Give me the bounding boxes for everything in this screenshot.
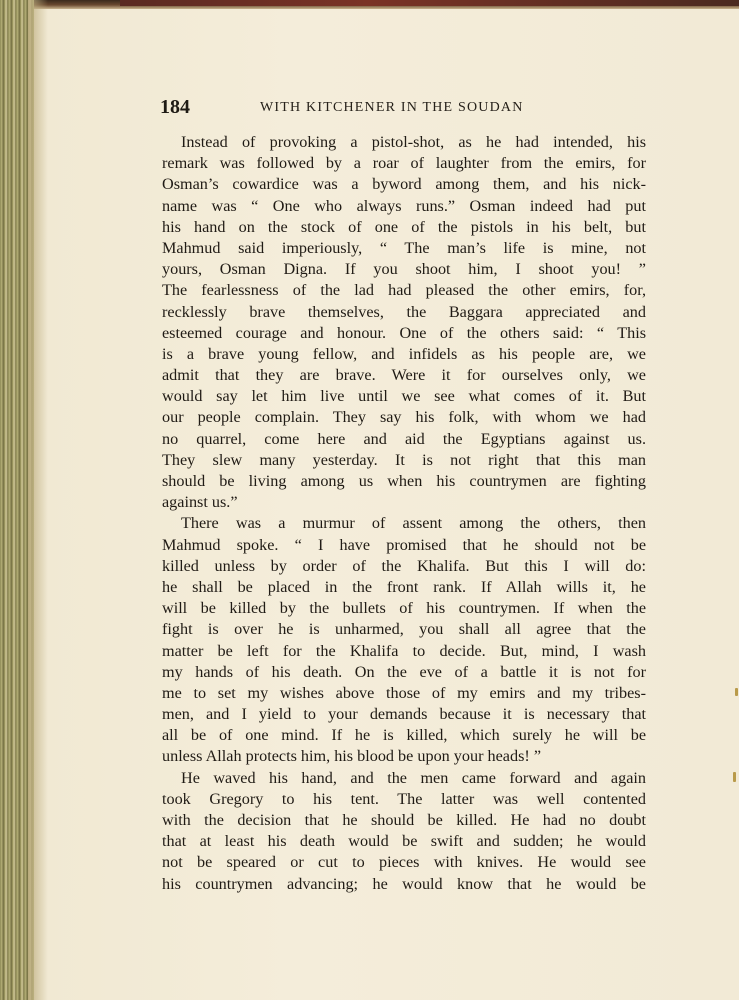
text-line: fight is over he is unharmed, you shall all agree that the bbox=[162, 620, 646, 639]
text-line: men, and I yield to your demands because it is necessary that bbox=[162, 705, 646, 724]
text-line: They slew many yesterday. It is not right that this man bbox=[162, 450, 646, 469]
text-line: remark was followed by a roar of laughter from the emirs, for bbox=[162, 154, 646, 173]
text-line: Instead of provoking a pistol-shot, as he had intended, his bbox=[181, 133, 646, 151]
gutter-shadow bbox=[28, 0, 48, 1000]
text-line: me to set my wishes above those of my emirs and my tribes- bbox=[162, 683, 646, 702]
text-line: recklessly brave themselves, the Baggara appreciated and bbox=[162, 302, 646, 321]
text-line: no quarrel, come here and aid the Egyptians against us. bbox=[162, 429, 646, 448]
running-head: WITH KITCHENER IN THE SOUDAN bbox=[260, 100, 524, 115]
margin-blemish bbox=[735, 688, 738, 696]
text-line: his hand on the stock of one of the pistols in his belt, but bbox=[162, 217, 646, 236]
cover-edge bbox=[120, 0, 739, 6]
text-line: esteemed courage and honour. One of the others said: “ This bbox=[162, 323, 646, 342]
text-line: our people complain. They say his folk, with whom we had bbox=[162, 408, 646, 427]
text-line: killed unless by order of the Khalifa. But this I will do: bbox=[162, 556, 646, 575]
text-line: The fearlessness of the lad had pleased the other emirs, for, bbox=[162, 281, 646, 300]
margin-blemish bbox=[733, 772, 736, 782]
text-line: would say let him live until we see what comes of it. But bbox=[162, 387, 646, 406]
text-line: his countrymen advancing; he would know that he would be bbox=[162, 874, 646, 893]
text-line: he shall be placed in the front rank. If Allah wills it, he bbox=[162, 577, 646, 596]
text-line: is a brave young fellow, and infidels as his people are, we bbox=[162, 344, 646, 363]
body-text bbox=[162, 132, 646, 895]
text-line: There was a murmur of assent among the others, then bbox=[181, 514, 646, 533]
text-line: admit that they are brave. Were it for ourselves only, we bbox=[162, 366, 646, 385]
text-line: should be living among us when his countrymen are fighting bbox=[162, 472, 646, 490]
text-line: Mahmud said imperiously, “ The man’s life is mine, not bbox=[162, 238, 646, 257]
text-line: Osman’s cowardice was a byword among them, and his nick- bbox=[162, 175, 646, 194]
text-line: matter be left for the Khalifa to decide. But, mind, I wash bbox=[162, 641, 646, 660]
text-line: yours, Osman Digna. If you shoot him, I shoot you! ” bbox=[162, 260, 646, 279]
page-number: 184 bbox=[160, 96, 190, 118]
text-line: all be of one mind. If he is killed, which surely he will be bbox=[162, 726, 646, 745]
text-line: name was “ One who always runs.” Osman indeed had put bbox=[162, 196, 646, 215]
text-line: against us.” bbox=[162, 493, 238, 512]
page-header bbox=[160, 96, 646, 122]
text-line: my hands of his death. On the eve of a battle it is not for bbox=[162, 662, 646, 681]
text-line: Mahmud spoke. “ I have promised that he should not be bbox=[162, 535, 646, 554]
text-line: He waved his hand, and the men came forward and again bbox=[181, 768, 646, 787]
text-line: took Gregory to his tent. The latter was well contented bbox=[162, 789, 646, 808]
text-line: will be killed by the bullets of his countrymen. If when the bbox=[162, 599, 646, 618]
text-line: not be speared or cut to pieces with knives. He would see bbox=[162, 853, 646, 872]
text-line: that at least his death would be swift and sudden; he would bbox=[162, 832, 646, 851]
text-line: with the decision that he should be killed. He had no doubt bbox=[162, 811, 646, 829]
text-line: unless Allah protects him, his blood be upon your heads! ” bbox=[162, 747, 541, 766]
